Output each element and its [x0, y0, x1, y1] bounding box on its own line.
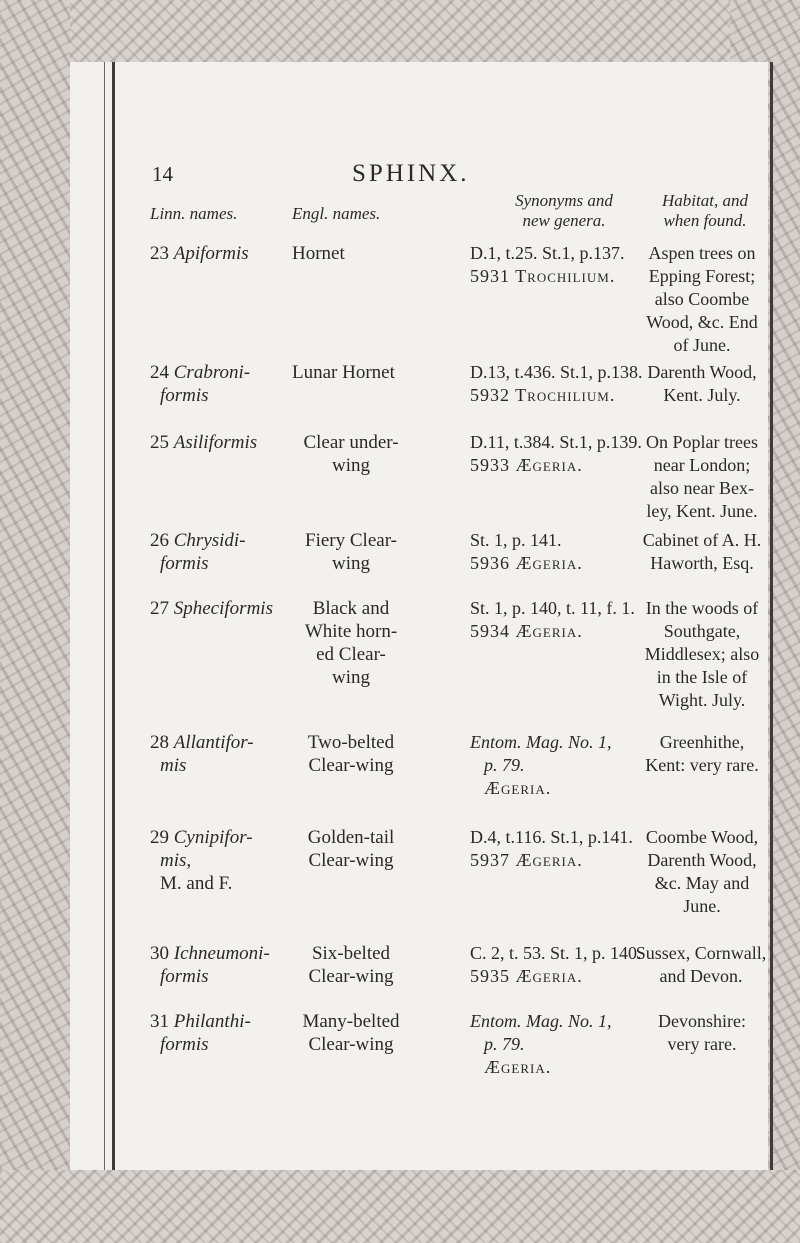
entry-30-synonyms: C. 2, t. 53. St. 1, p. 140. 5935 Ægeria. — [470, 943, 642, 986]
entry-23-habitat: Aspen trees on Epping Forest; also Coombe Wood, &c. End of June. — [646, 243, 758, 355]
entry-31-habitat: Devonshire: very rare. — [658, 1011, 746, 1054]
running-title: SPHINX. — [352, 160, 470, 187]
entry-28-synonyms: Entom. Mag. No. 1, p. 79. Ægeria. — [470, 732, 612, 798]
entry-26-habitat: Cabinet of A. H. Haworth, Esq. — [642, 530, 762, 573]
entry-25-linn: 25 Asiliformis — [150, 432, 258, 453]
entry-27-habitat: In the woods of Southgate, Middlesex; also in the Isle of Wight. July. — [644, 598, 760, 710]
entry-28-engl: Two-belted Clear-wing — [307, 732, 395, 776]
border-rule — [112, 62, 115, 1170]
decorative-border-bottom — [0, 1170, 800, 1243]
entry-28-habitat: Greenhithe, Kent: very rare. — [645, 732, 759, 775]
entry-29-habitat: Coombe Wood, Darenth Wood, &c. May and June. — [645, 827, 759, 916]
entry-29-engl: Golden-tail Clear-wing — [307, 827, 395, 871]
entry-25-habitat: On Poplar trees near London; also near Bex- ley, Kent. June. — [646, 432, 758, 521]
entry-23-linn: 23 Apiformis — [150, 243, 249, 264]
entry-27-linn: 27 Spheciformis — [150, 598, 273, 619]
column-header-synonyms: Synonyms and new genera. — [515, 191, 613, 230]
page-number: 14 — [152, 162, 173, 186]
entry-25-engl: Clear under- wing — [303, 432, 399, 476]
entry-29-linn: 29 Cynipifor- mis, M. and F. — [150, 827, 253, 894]
entry-26-synonyms: St. 1, p. 141. 5936 Ægeria. — [470, 530, 583, 573]
entry-30-linn: 30 Ichneumoni- formis — [150, 943, 270, 987]
entry-24-linn: 24 Crabroni- formis — [150, 362, 251, 406]
entry-27-engl: Black and White horn- ed Clear- wing — [304, 598, 398, 688]
entry-23-synonyms: D.1, t.25. St.1, p.137. 5931 Trochilium. — [470, 243, 625, 286]
entry-27-synonyms: St. 1, p. 140, t. 11, f. 1. 5934 Ægeria. — [470, 598, 635, 641]
entry-24-habitat: Darenth Wood, Kent. July. — [647, 362, 757, 405]
entry-30-habitat: Sussex, Cornwall, and Devon. — [635, 943, 767, 986]
entry-30-engl: Six-belted Clear-wing — [308, 943, 394, 987]
entry-29-synonyms: D.4, t.116. St.1, p.141. 5937 Ægeria. — [470, 827, 633, 870]
entry-23-engl: Hornet — [292, 243, 345, 264]
border-rule — [104, 62, 105, 1170]
column-header-habitat: Habitat, and when found. — [662, 191, 748, 230]
entry-26-linn: 26 Chrysidi- formis — [150, 530, 246, 574]
decorative-border-left — [0, 0, 70, 1243]
entry-24-engl: Lunar Hornet — [292, 362, 395, 383]
entry-28-linn: 28 Allantifor- mis — [150, 732, 254, 776]
entry-26-engl: Fiery Clear- wing — [305, 530, 397, 574]
entry-31-linn: 31 Philanthi- formis — [150, 1011, 251, 1055]
entry-24-synonyms: D.13, t.436. St.1, p.138. 5932 Trochilium. — [470, 362, 643, 405]
entry-31-engl: Many-belted Clear-wing — [302, 1011, 400, 1055]
entry-31-synonyms: Entom. Mag. No. 1, p. 79. Ægeria. — [470, 1011, 612, 1077]
column-header-engl: Engl. names. — [292, 204, 381, 223]
column-header-linn: Linn. names. — [150, 204, 238, 223]
decorative-border-top — [0, 0, 800, 62]
entry-25-synonyms: D.11, t.384. St.1, p.139. 5933 Ægeria. — [470, 432, 642, 475]
